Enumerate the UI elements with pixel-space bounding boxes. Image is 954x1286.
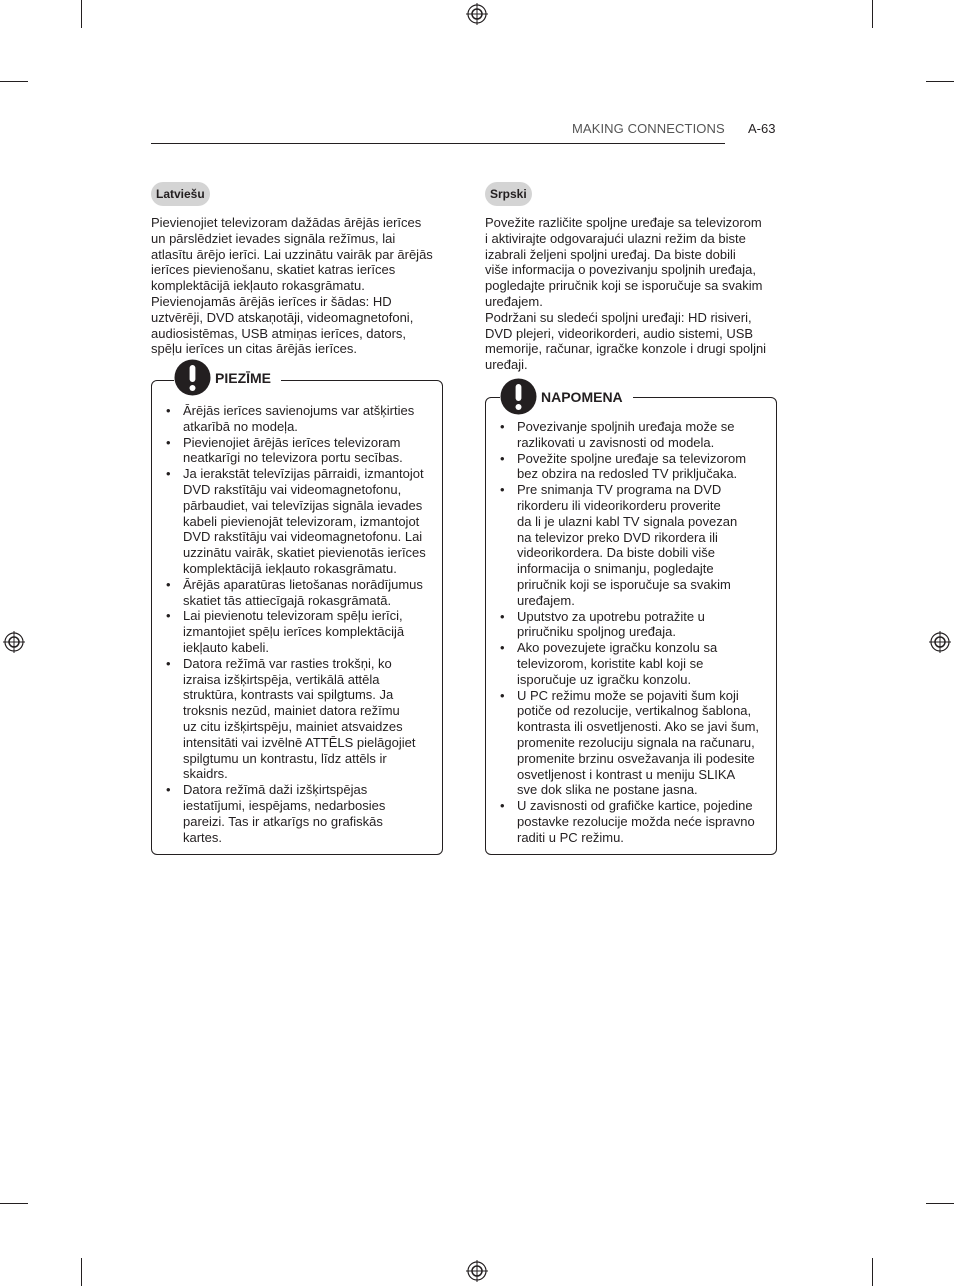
intro-paragraph: Pievienojiet televizoram dažādas ārējās ierīces un pārslēdziet ievades signāla režīmus, lai atlasītu ārējo ierīci. Lai uzzinātu vairāk par ārējās ierīces pievienošanu, skatiet katras ierīces komplektācijā iekļauto rokasgrāmatu. bbox=[151, 215, 433, 294]
crop-mark-bottom-left-h bbox=[0, 1203, 28, 1204]
list-item-text: Povezivanje spoljnih uređaja može se razlikovati u zavisnosti od modela. bbox=[517, 419, 735, 450]
bullet: • bbox=[500, 640, 505, 656]
bullet: • bbox=[500, 687, 505, 703]
list-item-text: Ārējās ierīces savienojums var atšķirties atkarībā no modeļa. bbox=[183, 403, 415, 434]
language-badge: Latviešu bbox=[151, 182, 210, 206]
note-box-latvian bbox=[151, 369, 443, 855]
list-item-text: Lai pievienotu televizoram spēļu ierīci, izmantojiet spēļu ierīces komplektācijā iekļauto kabeli. bbox=[183, 608, 405, 655]
list-item bbox=[486, 451, 776, 483]
note-header bbox=[174, 359, 281, 396]
list-item-text: U PC režimu može se pojaviti šum koji potiče od rezolucije, vertikalnog šablona, kontrasta ili osvetljenosti. Ako se javi šum, promenite rezoluciju signala na računaru, promenite brzinu osvežavanja ili podesite osvetljenost i kontrast u meniju SLIKA sve dok slika ne postane jasna. bbox=[517, 687, 760, 798]
list-item bbox=[486, 482, 776, 608]
list-item bbox=[486, 640, 776, 687]
bullet: • bbox=[166, 434, 171, 450]
bullet: • bbox=[500, 482, 505, 498]
list-item-text: Ako povezujete igračku konzolu sa televizorom, koristite kabl koji se isporučuje uz igračku konzolu. bbox=[517, 640, 718, 687]
list-item bbox=[152, 608, 442, 655]
bullet: • bbox=[166, 576, 171, 592]
bullet: • bbox=[500, 450, 505, 466]
bullet: • bbox=[500, 419, 505, 434]
registration-mark-icon bbox=[466, 3, 488, 25]
list-item bbox=[152, 403, 442, 435]
list-item bbox=[486, 609, 776, 641]
crop-mark-bottom-right-h bbox=[926, 1203, 954, 1204]
exclamation-icon bbox=[174, 359, 211, 396]
list-item bbox=[152, 435, 442, 467]
registration-mark-icon bbox=[3, 631, 25, 653]
exclamation-icon bbox=[500, 378, 537, 415]
registration-mark-icon bbox=[466, 1260, 488, 1282]
list-item-text: Pre snimanja TV programa na DVD rikorderu ili videorikorderu proverite da li je ulazni kabl TV signala povezan na televizor preko DVD rikordera ili videorikordera. Da biste dobili više informacija o snimanju, pogledajte priručnik koji se isporučuje sa svakim uređajem. bbox=[517, 482, 738, 608]
bullet: • bbox=[166, 466, 171, 482]
note-box-serbian bbox=[485, 388, 777, 855]
column-latvian bbox=[151, 182, 443, 357]
list-item-text: U zavisnosti od grafičke kartice, pojedine postavke rezolucije možda neće ispravno raditi u PC režimu. bbox=[517, 798, 755, 845]
crop-mark-top-right-v bbox=[872, 0, 873, 28]
list-item-text: Ja ierakstāt televīzijas pārraidi, izmantojot DVD rakstītāju vai videomagnetofonu, pārbaudiet, vai televīzijas signāla ievades kabeli pievienojāt televizoram, izmantojot DVD rakstītāju vai videomagnetofonu. Lai uzzinātu vairāk, skatiet pievienotās ierīces komplektācijā iekļauto rokasgrāmatu. bbox=[183, 466, 426, 576]
note-list bbox=[152, 403, 442, 845]
list-item bbox=[486, 419, 776, 451]
header-rule bbox=[151, 143, 725, 144]
bullet: • bbox=[166, 655, 171, 671]
note-list bbox=[486, 419, 776, 846]
list-item bbox=[486, 688, 776, 799]
intro-paragraph: Pievienojamās ārējās ierīces ir šādas: HD uztvērēji, DVD atskaņotāji, videomagnetofoni, audiosistēmas, USB atmiņas ierīces, dators, spēļu ierīces un citas ārējās ierīces. bbox=[151, 293, 414, 357]
intro-paragraph: Povežite različite spoljne uređaje sa televizorom i aktivirajte odgovarajući ulazni režim da biste izabrali željeni spoljni uređaj. Da biste dobili više informacija o povezivanju spoljnih uređaja, pogledajte priručnik koji se isporučuje sa svakim uređajem. bbox=[485, 215, 763, 309]
bullet: • bbox=[500, 798, 505, 814]
list-item-text: Uputstvo za upotrebu potražite u priručniku spoljnog uređaja. bbox=[517, 608, 705, 640]
intro-text bbox=[151, 215, 443, 357]
crop-mark-top-left-h bbox=[0, 81, 28, 82]
intro-text bbox=[485, 215, 777, 373]
language-badge: Srpski bbox=[485, 182, 532, 206]
bullet: • bbox=[166, 403, 171, 418]
crop-mark-bottom-right-v bbox=[872, 1258, 873, 1286]
note-title: NAPOMENA bbox=[541, 388, 623, 405]
list-item bbox=[486, 798, 776, 845]
list-item-text: Pievienojiet ārējās ierīces televizoram neatkarīgi no televizora portu secības. bbox=[183, 434, 403, 466]
column-serbian bbox=[485, 182, 777, 373]
list-item bbox=[152, 656, 442, 782]
list-item bbox=[152, 782, 442, 845]
crop-mark-top-right-h bbox=[926, 81, 954, 82]
note-title: PIEZĪME bbox=[215, 369, 272, 386]
crop-mark-bottom-left-v bbox=[81, 1258, 82, 1286]
bullet: • bbox=[500, 608, 505, 624]
list-item-text: Datora režīmā daži izšķirtspējas iestatījumi, iespējams, nedarbosies pareizi. Tas ir atkarīgs no grafiskās kartes. bbox=[183, 782, 386, 845]
bullet: • bbox=[166, 608, 171, 624]
header-section-title: MAKING CONNECTIONS bbox=[572, 121, 725, 136]
list-item bbox=[152, 466, 442, 577]
list-item bbox=[152, 577, 442, 609]
note-header bbox=[500, 378, 633, 415]
list-item-text: Ārējās aparatūras lietošanas norādījumus skatiet tās attiecīgajā rokasgrāmatā. bbox=[183, 576, 423, 608]
page-number: A-63 bbox=[748, 121, 776, 136]
intro-paragraph: Podržani su sledeći spoljni uređaji: HD risiveri, DVD plejeri, videorikorderi, audio sistemi, USB memorije, računar, igračke konzole i drugi spoljni uređaji. bbox=[485, 309, 767, 373]
bullet: • bbox=[166, 782, 171, 798]
crop-mark-top-left-v bbox=[81, 0, 82, 28]
registration-mark-icon bbox=[929, 631, 951, 653]
list-item-text: Povežite spoljne uređaje sa televizorom bez obzira na redosled TV priključaka. bbox=[517, 450, 747, 482]
list-item-text: Datora režīmā var rasties trokšņi, ko izraisa izšķirtspēja, vertikālā attēla struktūra, kontrasts vai spilgtums. Ja troksnis nezūd, mainiet datora režīmu uz citu izšķirtspēju, mainiet atsvaidzes intensitāti vai izvēlnē ATTĒLS pielāgojiet spilgtumu un kontrastu, līdz attēls ir skaidrs. bbox=[183, 655, 416, 782]
